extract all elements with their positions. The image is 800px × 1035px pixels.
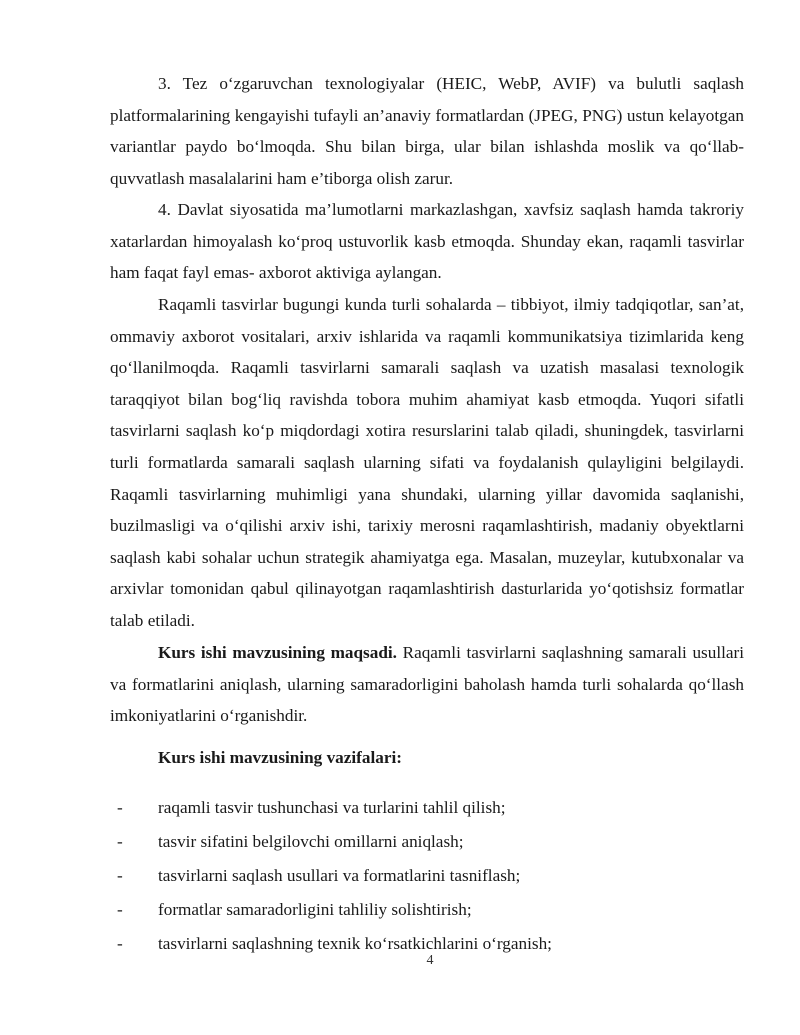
- goal-label: Kurs ishi mavzusining maqsadi.: [158, 643, 397, 662]
- list-item-text: tasvir sifatini belgilovchi omillarni aniqlash;: [158, 832, 464, 851]
- page-number: 4: [426, 953, 434, 968]
- paragraph-point-4: 4. Davlat siyosatida ma’lumotlarni markazlashgan, xavfsiz saqlash hamda takroriy xatarlardan himoyalash ko‘proq ustuvorlik kasb etmoqda. Shunday ekan, raqamli tasvirlar ham faqat fayl emas- axborot aktiviga aylangan.: [110, 200, 744, 283]
- goal-text: Raqamli tasvirlarni saqlashning samarali usullari va formatlarini aniqlash, ularning samaradorligini baholash hamda turli sohalarda qo‘llash imkoniyatlarini o‘rganishdir.: [110, 643, 744, 726]
- paragraph-point-3: 3. Tez o‘zgaruvchan texnologiyalar (HEIC, WebP, AVIF) va bulutli saqlash platformalarining kengayishi tufayli an’anaviy formatlardan (JPEG, PNG) ustun kelayotgan variantlar paydo bo‘lmoqda. Shu bilan birga, ular bilan ishlashda moslik va qo‘llab-quvvatlash masalalarini ham e’tiborga olish zarur.: [110, 74, 744, 188]
- paragraph-goal: [110, 637, 744, 732]
- list-bullet: -: [117, 934, 123, 953]
- list-item-text: tasvirlarni saqlash usullari va formatlarini tasniflash;: [158, 866, 521, 885]
- paragraph-digital-images: Raqamli tasvirlar bugungi kunda turli sohalarda – tibbiyot, ilmiy tadqiqotlar, san’at, ommaviy axborot vositalari, arxiv ishlarida va raqamli kommunikatsiya tizimlarida keng qo‘llanilmoqda. Raqamli tasvirlarni samarali saqlash va uzatish masalasi texnologik taraqqiyot bilan bog‘liq ravishda tobora muhim ahamiyat kasb etmoqda. Yuqori sifatli tasvirlarni saqlash ko‘p miqdordagi xotira resurslarini talab qiladi, shuningdek, tasvirlarni turli formatlarda samarali saqlash ularning sifati va foydalanish qulayligini belgilaydi. Raqamli tasvirlarning muhimligi yana shundaki, ularning yillar davomida saqlanishi, buzilmasligi va o‘qilishi arxiv ishi, tarixiy merosni raqamlashtirish, madaniy obyektlarni saqlash kabi sohalar uchun strategik ahamiyatga ega. Masalan, muzeylar, kutubxonalar va arxivlar tomonidan qabul qilinayotgan raqamlashtirish dasturlarida yo‘qotishsiz formatlar talab etiladi.: [110, 295, 744, 630]
- list-item-text: tasvirlarni saqlashning texnik ko‘rsatkichlarini o‘rganish;: [158, 934, 552, 953]
- list-bullet: -: [117, 798, 123, 817]
- list-bullet: -: [117, 866, 123, 885]
- list-bullet: -: [117, 900, 123, 919]
- list-item-text: raqamli tasvir tushunchasi va turlarini tahlil qilish;: [158, 798, 506, 817]
- tasks-heading: Kurs ishi mavzusining vazifalari:: [158, 748, 402, 767]
- list-item-text: formatlar samaradorligini tahliliy solishtirish;: [158, 900, 472, 919]
- list-bullet: -: [117, 832, 123, 851]
